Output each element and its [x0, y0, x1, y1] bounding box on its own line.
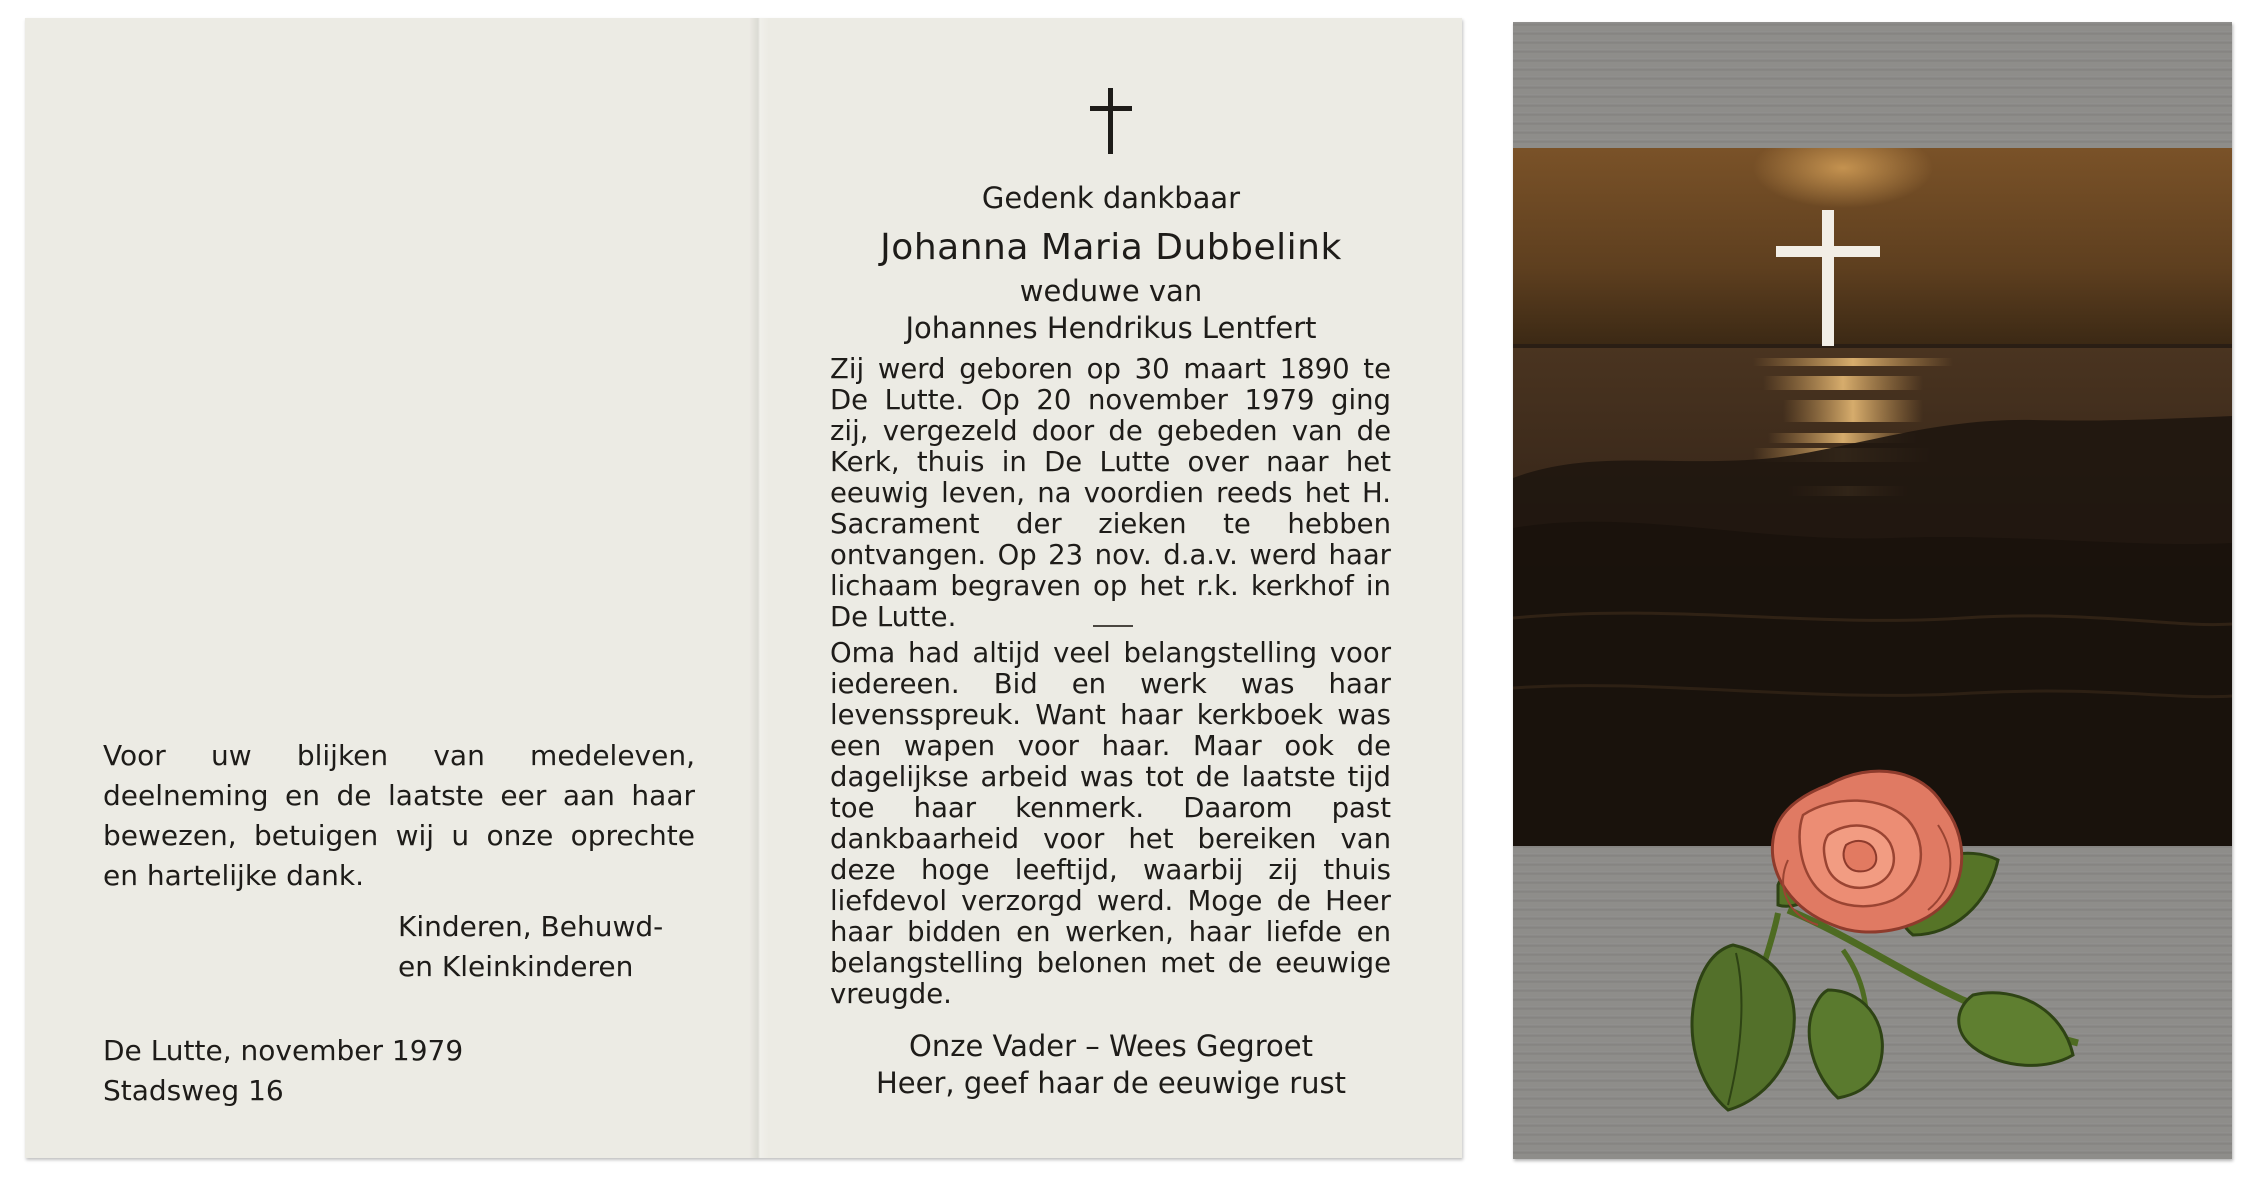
divider — [1093, 625, 1133, 627]
memorial-card-front — [1513, 22, 2232, 1159]
husband-name: Johannes Hendrikus Lentfert — [905, 311, 1317, 345]
widow-of-line: weduwe van — [1019, 274, 1203, 308]
deceased-name: Johanna Maria Dubbelink — [880, 227, 1342, 268]
inside-right-panel — [760, 18, 1462, 1158]
place-block — [103, 1031, 463, 1111]
memorial-card-inside — [25, 18, 1462, 1158]
thanks-text: Voor uw blijken van medeleven, deelneming en de laatste eer aan haar bewezen, betuigen wij u onze oprechte en hartelijke dank. — [103, 739, 695, 892]
latin-cross-icon — [1090, 88, 1132, 154]
sunset-sea-cross-icon — [1513, 148, 2232, 846]
rose-icon — [1668, 765, 2088, 1115]
tribute-paragraph: Oma had altijd veel belangstelling voor iedereen. Bid en werk was haar levensspreuk. Want haar kerkboek was een wapen voor haar. Maar ook de dagelijkse arbeid was tot de laatste tijd toe haar kenmerk. Daarom past dankbaarheid voor het bereiken van deze hoge leeftijd, waarbij zij thuis liefdevol verzorgd werd. Moge de Heer haar bidden en werken, haar liefde en belangstelling belonen met de eeuwige vreugde. — [830, 637, 1391, 1010]
closing-prayer: Heer, geef haar de eeuwige rust — [876, 1066, 1346, 1100]
signoff — [398, 907, 663, 987]
signoff-line: Kinderen, Behuwd- — [398, 910, 664, 943]
biography-paragraph: Zij werd geboren op 30 maart 1890 te De Lutte. Op 20 november 1979 ging zij, vergezeld door de gebeden van de Kerk, thuis in De Lutte over naar het eeuwig leven, na voordien reeds het H. Sacrament der zieken te hebben ontvangen. Op 23 nov. d.a.v. werd haar lichaam begraven op het r.k. kerkhof in De Lutte. — [830, 353, 1391, 633]
intro-line: Gedenk dankbaar — [981, 181, 1241, 215]
inside-left-panel — [25, 18, 760, 1158]
address: Stadsweg 16 — [103, 1074, 284, 1107]
place-date: De Lutte, november 1979 — [103, 1034, 464, 1067]
signoff-line: en Kleinkinderen — [398, 950, 634, 983]
prayers-line: Onze Vader – Wees Gegroet — [909, 1029, 1313, 1063]
top-band — [1513, 22, 2232, 148]
